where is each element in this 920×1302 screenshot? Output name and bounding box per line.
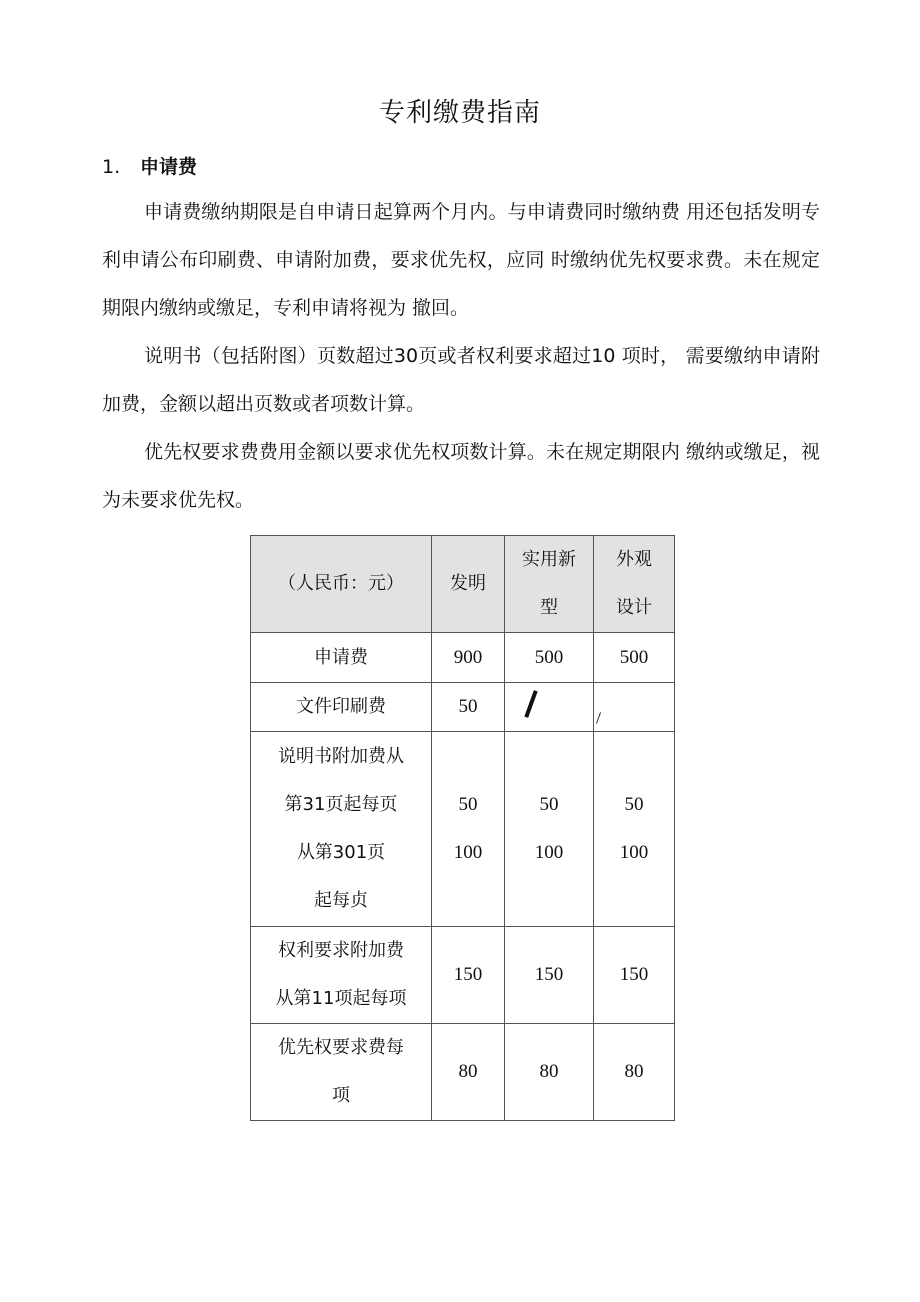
header-utility-line: 实用新 xyxy=(522,549,576,570)
cell-value: 100 xyxy=(534,842,564,863)
paragraph-priority-fee: 优先权要求费费用金额以要求优先权项数计算。未在规定期限内 缴纳或缴足，视为未要求优先权。 xyxy=(102,441,820,511)
fee-table-header-row xyxy=(251,536,675,633)
table-row xyxy=(251,683,675,732)
row-label-claims-fee xyxy=(251,927,432,1024)
cell-value: 900 xyxy=(432,633,505,683)
table-row xyxy=(251,633,675,683)
header-invention: 发明 xyxy=(432,536,505,633)
header-design-line: 外观 xyxy=(616,549,652,570)
row-label-priority-fee xyxy=(251,1024,432,1121)
label-line: 项 xyxy=(332,1085,350,1106)
paragraph-application-deadline: 申请费缴纳期限是自申请日起算两个月内。与申请费同时缴纳费 用还包括发明专利申请公布印刷费、申请附加费，要求优先权，应同 时缴纳优先权要求费。未在规定期限内缴纳或缴足，专利申请将视为 撤回。 xyxy=(102,201,820,319)
cell-value-pair xyxy=(432,732,505,927)
not-applicable-slash-mark xyxy=(594,683,675,732)
cell-value: 80 xyxy=(505,1024,594,1121)
cell-value-pair xyxy=(594,732,675,927)
fee-table xyxy=(250,535,675,1121)
cell-value: 80 xyxy=(432,1024,505,1121)
section-title: 申请费 xyxy=(140,156,198,178)
cell-value: 50 xyxy=(624,794,644,815)
table-row xyxy=(251,927,675,1024)
cell-value: 50 xyxy=(458,794,478,815)
page-title: 专利缴费指南 xyxy=(378,98,541,128)
row-label-application-fee: 申请费 xyxy=(251,633,432,683)
cell-value: 150 xyxy=(505,927,594,1024)
cell-value: 50 xyxy=(432,683,505,732)
cell-value: 500 xyxy=(594,633,675,683)
row-label-printing-fee: 文件印刷费 xyxy=(251,683,432,732)
header-design xyxy=(594,536,675,633)
cell-value: 80 xyxy=(594,1024,675,1121)
paragraph-additional-fee: 说明书（包括附图）页数超过30页或者权利要求超过10 项时， 需要缴纳申请附加费，金额以超出页数或者项数计算。 xyxy=(102,345,820,415)
label-line: 优先权要求费每 xyxy=(278,1037,404,1058)
cell-value: 150 xyxy=(594,927,675,1024)
not-applicable-slash-mark xyxy=(505,683,594,732)
header-utility-line: 型 xyxy=(540,597,558,618)
slash-mark xyxy=(595,712,600,724)
row-label-description-fee xyxy=(251,732,432,927)
header-currency: （人民币：元） xyxy=(251,536,432,633)
cell-value: 500 xyxy=(505,633,594,683)
cell-value: 50 xyxy=(539,794,559,815)
header-utility-model xyxy=(505,536,594,633)
cell-value: 150 xyxy=(432,927,505,1024)
table-row xyxy=(251,1024,675,1121)
cell-value: 100 xyxy=(619,842,649,863)
section-heading xyxy=(102,152,197,182)
cell-value-pair xyxy=(505,732,594,927)
slash-mark xyxy=(524,690,537,718)
label-line: 第31页起每页 xyxy=(284,794,398,815)
cell-value: 100 xyxy=(453,842,483,863)
table-row xyxy=(251,732,675,927)
section-number: 1. xyxy=(102,156,121,178)
label-line: 说明书附加费从 xyxy=(278,746,404,767)
header-design-line: 设计 xyxy=(616,597,652,618)
label-line: 起每贞 xyxy=(314,890,368,911)
label-line: 从第11项起每项 xyxy=(275,988,407,1009)
label-line: 从第301页 xyxy=(296,842,386,863)
label-line: 权利要求附加费 xyxy=(278,940,404,961)
